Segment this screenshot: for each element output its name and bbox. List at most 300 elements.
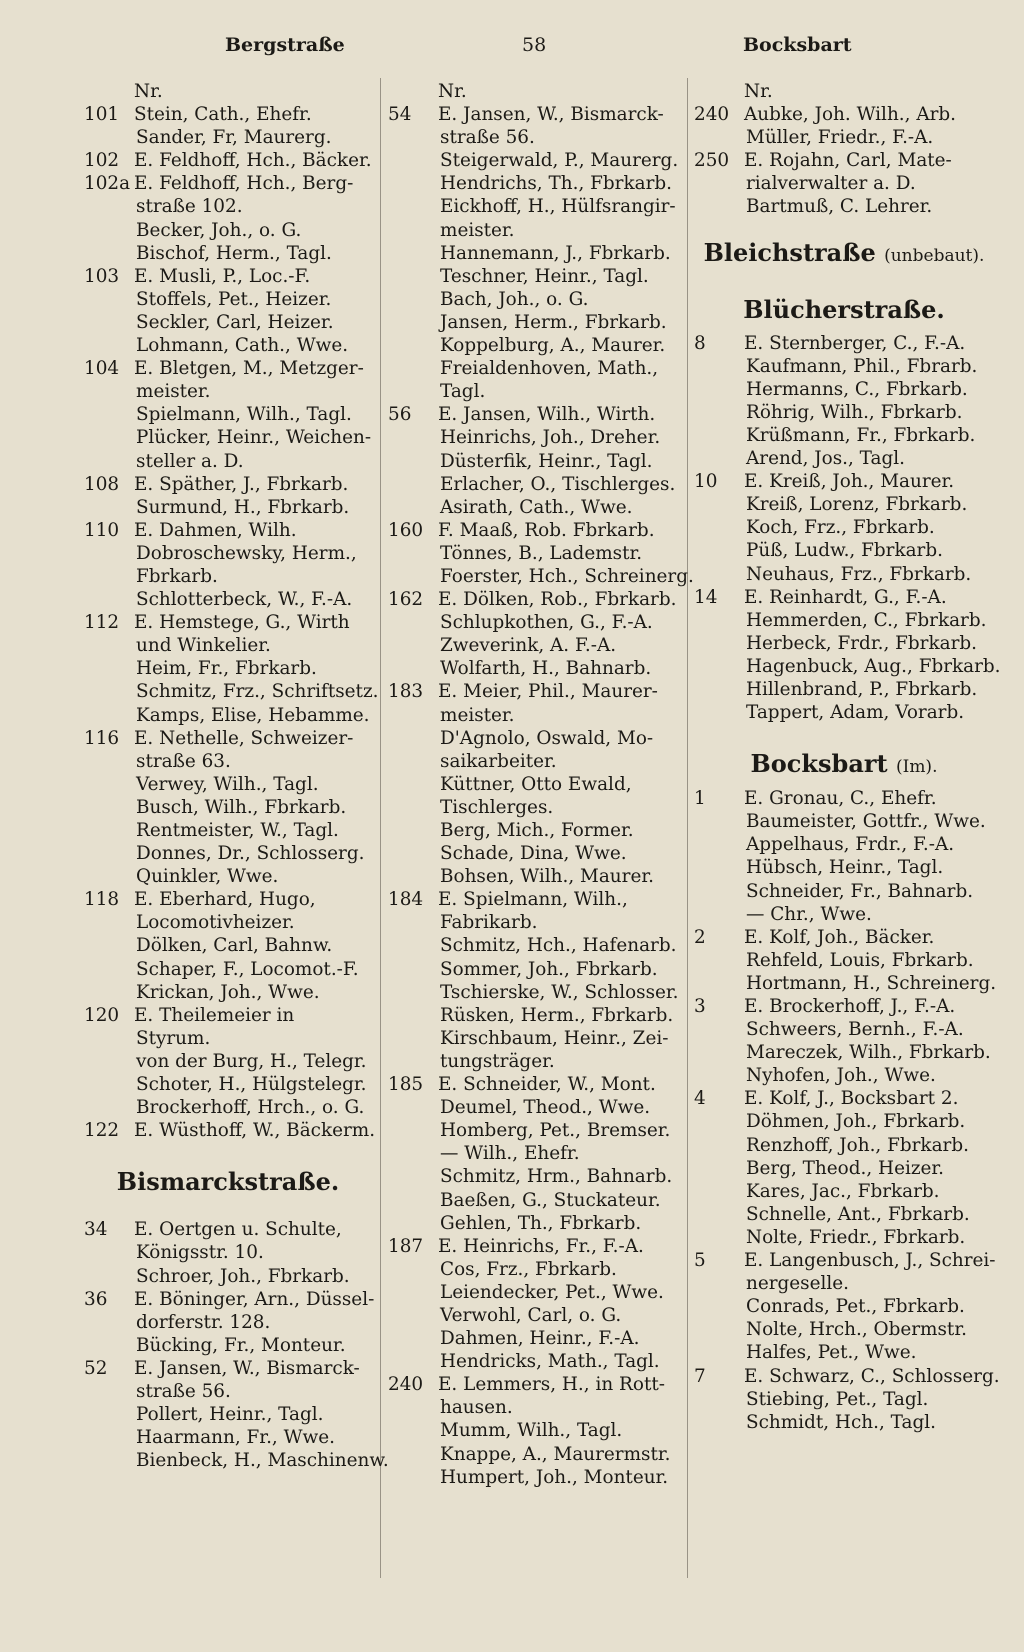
- house-number: 8: [694, 332, 706, 354]
- resident-line: [388, 1304, 680, 1327]
- house-entry: [388, 1373, 680, 1396]
- resident-line: [694, 609, 994, 632]
- entry-text: Donnes, Dr., Schlosserg.: [136, 843, 365, 865]
- street-heading: [694, 239, 994, 270]
- entry-text: Bartmuß, C. Lehrer.: [746, 196, 933, 218]
- house-entry: [84, 519, 372, 542]
- page-number: 58: [522, 34, 547, 56]
- resident-line: [694, 833, 994, 856]
- resident-line: [84, 680, 379, 703]
- resident-line: [388, 634, 680, 657]
- house-number: 120: [84, 1004, 120, 1026]
- house-number: 7: [694, 1365, 706, 1387]
- house-entry: [84, 473, 372, 496]
- resident-line: [388, 842, 680, 865]
- entry-text: E. Kolf, Joh., Bäcker.: [744, 926, 935, 948]
- house-entry: [388, 403, 680, 426]
- resident-line: [388, 473, 680, 496]
- resident-line: [84, 311, 372, 334]
- house-entry: [694, 149, 994, 172]
- resident-line: [84, 865, 372, 888]
- entry-text: E. Meier, Phil., Maurer-: [438, 681, 658, 703]
- resident-line: [84, 657, 372, 680]
- house-number: 36: [84, 1288, 108, 1310]
- entry-text: E. Böninger, Arn., Düssel-: [134, 1288, 375, 1310]
- resident-line: [694, 539, 994, 562]
- entry-text: Kaufmann, Phil., Fbrarb.: [746, 355, 978, 377]
- resident-line: [388, 611, 680, 634]
- resident-line: [388, 311, 680, 334]
- resident-line: [388, 380, 680, 403]
- house-entry: [694, 995, 994, 1018]
- entry-text: E. Dahmen, Wilh.: [134, 519, 297, 541]
- resident-line: [84, 334, 372, 357]
- entry-text: Neuhaus, Frz., Fbrkarb.: [746, 563, 972, 585]
- house-entry: [388, 519, 680, 542]
- section-gap: [694, 270, 994, 296]
- resident-line: [388, 450, 680, 473]
- house-number: 10: [694, 471, 718, 493]
- entry-text: D'Agnolo, Oswald, Mo-: [440, 727, 654, 749]
- entry-text: Freialdenhoven, Math.,: [440, 358, 659, 380]
- resident-line: [694, 856, 994, 879]
- entry-text: E. Spielmann, Wilh.,: [438, 889, 628, 911]
- entry-text: Busch, Wilh., Fbrkarb.: [136, 796, 347, 818]
- street-heading: [84, 1168, 372, 1196]
- resident-line: [694, 1134, 994, 1157]
- resident-line: [694, 1411, 994, 1434]
- entry-text: Nolte, Friedr., Fbrkarb.: [746, 1226, 966, 1248]
- house-number: 184: [388, 889, 424, 911]
- entry-text: Rentmeister, W., Tagl.: [136, 820, 339, 841]
- entry-text: Renzhoff, Joh., Fbrkarb.: [746, 1134, 969, 1156]
- house-entry: [694, 1087, 994, 1110]
- header-left-street: Bergstraße: [225, 34, 345, 56]
- house-number: [84, 80, 134, 103]
- resident-line: [84, 195, 372, 218]
- entry-text: Tschierske, W., Schlosser.: [440, 981, 679, 1003]
- entry-text: Baumeister, Gottfr., Wwe.: [746, 811, 986, 833]
- resident-line: [388, 911, 680, 934]
- entry-text: Mumm, Wilh., Tagl.: [440, 1420, 623, 1442]
- street-name: Bocksbart: [750, 749, 888, 779]
- resident-line: [694, 903, 994, 926]
- entry-text: Haarmann, Fr., Wwe.: [136, 1427, 335, 1449]
- house-number: 2: [694, 926, 706, 948]
- entry-text: meister.: [440, 219, 515, 241]
- house-number: 54: [388, 104, 412, 126]
- house-number: 52: [84, 1357, 108, 1379]
- resident-line: [84, 496, 372, 519]
- house-number: 103: [84, 265, 120, 287]
- resident-line: [694, 493, 994, 516]
- resident-line: [388, 1165, 680, 1188]
- entry-text: Döhmen, Joh., Fbrkarb.: [746, 1111, 966, 1133]
- house-entry: [84, 1004, 372, 1027]
- resident-line: [84, 288, 372, 311]
- resident-line: [694, 880, 994, 903]
- house-number: 162: [388, 589, 424, 611]
- section-gap: [694, 219, 994, 239]
- resident-line: [388, 1350, 680, 1373]
- house-entry: [84, 172, 372, 195]
- entry-text: Bienbeck, H., Maschinenw.: [136, 1450, 389, 1472]
- resident-line: [694, 1018, 994, 1041]
- resident-line: [694, 378, 994, 401]
- entry-text: Tönnes, B., Lademstr.: [440, 542, 643, 564]
- entry-text: Eickhoff, H., Hülfsrangir-: [440, 196, 676, 218]
- section-gap: [694, 324, 994, 332]
- house-entry: [84, 888, 372, 911]
- entry-text: Kares, Jac., Fbrkarb.: [746, 1180, 940, 1202]
- resident-line: [84, 911, 372, 934]
- entry-text: Surmund, H., Fbrkarb.: [136, 496, 350, 518]
- resident-line: [84, 958, 372, 981]
- resident-line: [388, 1281, 680, 1304]
- house-number: 56: [388, 404, 412, 426]
- street-name: Blücherstraße.: [743, 294, 945, 324]
- resident-line: [388, 1396, 680, 1419]
- entry-text: Hübsch, Heinr., Tagl.: [746, 857, 944, 879]
- header-right-street: Bocksbart: [743, 34, 852, 56]
- entry-text: E. Jansen, Wilh., Wirth.: [438, 404, 656, 426]
- street-note: (unbebaut).: [884, 245, 985, 266]
- entry-text: E. Jansen, W., Bismarck-: [134, 1357, 360, 1379]
- resident-line: [388, 1419, 680, 1442]
- entry-text: Sander, Fr, Maurerg.: [136, 127, 332, 149]
- entry-text: Hortmann, H., Schreinerg.: [746, 972, 997, 994]
- entry-text: Koppelburg, A., Maurer.: [440, 335, 666, 357]
- house-number: [694, 80, 744, 103]
- entry-text: Rehfeld, Louis, Fbrkarb.: [746, 949, 974, 971]
- resident-line: [694, 1110, 994, 1133]
- entry-text: Berg, Theod., Heizer.: [746, 1157, 945, 1179]
- resident-line: [388, 1466, 680, 1489]
- resident-line: [694, 563, 994, 586]
- resident-line: [388, 727, 680, 750]
- house-number: 250: [694, 150, 730, 172]
- entry-text: Hendricks, Math., Tagl.: [440, 1351, 660, 1373]
- entry-text: Homberg, Pet., Bremser.: [440, 1120, 671, 1142]
- house-entry: [694, 1249, 994, 1272]
- column-divider: [380, 78, 381, 1578]
- entry-text: Plücker, Heinr., Weichen-: [136, 427, 372, 449]
- entry-text: Gehlen, Th., Fbrkarb.: [440, 1212, 642, 1234]
- entry-text: Hillenbrand, P., Fbrkarb.: [746, 678, 978, 700]
- house-entry: [84, 727, 372, 750]
- resident-line: [388, 657, 680, 680]
- entry-text: Seckler, Carl, Heizer.: [136, 311, 334, 333]
- column-3: [694, 80, 1001, 1434]
- resident-line: [694, 655, 1001, 678]
- house-entry: [84, 357, 372, 380]
- entry-text: Kirschbaum, Heinr., Zei-: [440, 1027, 669, 1049]
- entry-text: Herbeck, Frdr., Fbrkarb.: [746, 632, 977, 654]
- entry-text: E. Langenbusch, J., Schrei-: [744, 1250, 996, 1272]
- entry-text: Nr.: [744, 81, 773, 102]
- resident-line: [388, 172, 680, 195]
- entry-text: Röhrig, Wilh., Fbrkarb.: [746, 401, 963, 423]
- entry-text: Schmitz, Frz., Schriftsetz.: [136, 681, 379, 703]
- resident-line: [388, 195, 680, 218]
- resident-line: [694, 1341, 994, 1364]
- entry-text: E. Reinhardt, G., F.-A.: [744, 586, 947, 608]
- entry-text: Quinkler, Wwe.: [136, 866, 279, 888]
- entry-text: Tappert, Adam, Vorarb.: [746, 702, 965, 724]
- entry-text: Schroer, Joh., Fbrkarb.: [136, 1265, 350, 1287]
- house-number: 240: [694, 104, 730, 126]
- entry-text: E. Eberhard, Hugo,: [134, 889, 316, 911]
- entry-text: Halfes, Pet., Wwe.: [746, 1342, 917, 1364]
- entry-text: Schoter, H., Hülgstelegr.: [136, 1074, 367, 1096]
- entry-text: straße 56.: [440, 127, 535, 149]
- entry-text: Locomotivheizer.: [136, 912, 295, 934]
- resident-line: [694, 126, 994, 149]
- resident-line: [694, 1157, 994, 1180]
- entry-text: Schmidt, Hch., Tagl.: [746, 1411, 936, 1433]
- entry-text: Schlupkothen, G., F.-A.: [440, 612, 653, 634]
- entry-text: E. Schneider, W., Mont.: [438, 1074, 656, 1096]
- entry-text: E. Feldhoff, Hch., Berg-: [134, 173, 354, 195]
- entry-text: Hannemann, J., Fbrkarb.: [440, 242, 671, 264]
- house-entry: [84, 80, 372, 103]
- street-note: (Im).: [895, 757, 938, 778]
- resident-line: [388, 704, 680, 727]
- entry-text: Bücking, Fr., Monteur.: [136, 1334, 346, 1356]
- house-entry: [694, 586, 994, 609]
- house-number: 101: [84, 104, 120, 126]
- resident-line: [694, 678, 994, 701]
- house-entry: [388, 888, 680, 911]
- entry-text: Fabrikarb.: [440, 912, 538, 934]
- resident-line: [388, 773, 680, 796]
- entry-text: Cos, Frz., Fbrkarb.: [440, 1258, 617, 1280]
- section-gap: [84, 1196, 372, 1218]
- entry-text: Verwey, Wilh., Tagl.: [136, 773, 319, 795]
- resident-line: [694, 195, 994, 218]
- resident-line: [84, 1027, 372, 1050]
- resident-line: [388, 819, 680, 842]
- resident-line: [84, 126, 372, 149]
- resident-line: [388, 981, 680, 1004]
- house-number: 34: [84, 1219, 108, 1241]
- entry-text: Appelhaus, Frdr., F.-A.: [746, 834, 955, 856]
- section-gap: [84, 1142, 372, 1168]
- entry-text: Nr.: [134, 81, 163, 102]
- entry-text: Tagl.: [440, 381, 486, 403]
- resident-line: [84, 1050, 372, 1073]
- resident-line: [388, 334, 680, 357]
- entry-text: E. Kolf, J., Bocksbart 2.: [744, 1088, 959, 1110]
- resident-line: [694, 701, 994, 724]
- entry-text: Spielmann, Wilh., Tagl.: [136, 404, 352, 426]
- street-heading: [694, 750, 994, 781]
- resident-line: [388, 357, 680, 380]
- house-number: 112: [84, 612, 120, 634]
- street-name: Bleichstraße: [703, 237, 876, 267]
- entry-text: E. Bletgen, M., Metzger-: [134, 358, 364, 380]
- entry-text: rialverwalter a. D.: [746, 173, 916, 195]
- entry-text: Küttner, Otto Ewald,: [440, 773, 632, 795]
- resident-line: [388, 496, 680, 519]
- resident-line: [84, 542, 372, 565]
- entry-text: Nyhofen, Joh., Wwe.: [746, 1065, 936, 1087]
- house-entry: [84, 1288, 375, 1311]
- house-number: 187: [388, 1235, 424, 1257]
- resident-line: [84, 1403, 372, 1426]
- entry-text: Nr.: [438, 81, 467, 102]
- entry-text: Brockerhoff, Hrch., o. G.: [136, 1097, 365, 1119]
- resident-line: [84, 403, 372, 426]
- entry-text: Styrum.: [136, 1027, 211, 1049]
- section-gap: [694, 724, 994, 750]
- entry-text: Zweverink, A. F.-A.: [440, 635, 617, 657]
- entry-text: Dahmen, Heinr., F.-A.: [440, 1328, 640, 1350]
- house-entry: [694, 926, 994, 949]
- entry-text: Erlacher, O., Tischlerges.: [440, 473, 676, 495]
- entry-text: E. Heinrichs, Fr., F.-A.: [438, 1235, 644, 1257]
- resident-line: [84, 842, 372, 865]
- resident-line: [84, 426, 372, 449]
- resident-line: [388, 1050, 680, 1073]
- resident-line: [694, 1272, 994, 1295]
- entry-text: E. Gronau, C., Ehefr.: [744, 788, 937, 810]
- entry-text: nergeselle.: [746, 1273, 849, 1295]
- resident-line: [388, 1327, 680, 1350]
- resident-line: [388, 1004, 680, 1027]
- resident-line: [388, 1119, 680, 1142]
- entry-text: E. Feldhoff, Hch., Bäcker.: [134, 150, 372, 172]
- entry-text: von der Burg, H., Telegr.: [136, 1050, 367, 1072]
- resident-line: [694, 810, 994, 833]
- house-number: 3: [694, 996, 706, 1017]
- resident-line: [84, 796, 372, 819]
- resident-line: [388, 958, 680, 981]
- entry-text: Stein, Cath., Ehefr.: [134, 104, 312, 126]
- resident-line: [84, 219, 372, 242]
- entry-text: steller a. D.: [136, 450, 244, 472]
- entry-text: Pollert, Heinr., Tagl.: [136, 1404, 324, 1426]
- entry-text: Kreiß, Lorenz, Fbrkarb.: [746, 494, 968, 516]
- house-number: 1: [694, 788, 706, 810]
- resident-line: [84, 981, 372, 1004]
- house-number: 104: [84, 358, 120, 380]
- resident-line: [388, 565, 694, 588]
- house-number: 183: [388, 681, 424, 703]
- house-number: 108: [84, 473, 120, 495]
- entry-text: Jansen, Herm., Fbrkarb.: [440, 311, 667, 333]
- entry-text: meister.: [440, 704, 515, 726]
- street-heading: [694, 296, 994, 324]
- house-entry: [84, 1218, 372, 1241]
- house-entry: [84, 1119, 376, 1142]
- entry-text: — Wilh., Ehefr.: [440, 1143, 580, 1165]
- resident-line: [694, 1064, 994, 1087]
- entry-text: Baeßen, G., Stuckateur.: [440, 1189, 661, 1211]
- resident-line: [388, 1258, 680, 1281]
- house-entry: [388, 1073, 680, 1096]
- resident-line: [388, 1212, 680, 1235]
- entry-text: Aubke, Joh. Wilh., Arb.: [744, 104, 957, 126]
- entry-text: E. Hemstege, G., Wirth: [134, 612, 350, 634]
- entry-text: E. Jansen, W., Bismarck-: [438, 104, 664, 126]
- entry-text: E. Rojahn, Carl, Mate-: [744, 150, 952, 172]
- house-number: [388, 80, 438, 103]
- resident-line: [84, 1426, 372, 1449]
- resident-line: [388, 126, 680, 149]
- resident-line: [388, 542, 680, 565]
- entry-text: Arend, Jos., Tagl.: [746, 448, 905, 470]
- entry-text: Conrads, Pet., Fbrkarb.: [746, 1296, 965, 1318]
- resident-line: [84, 1241, 372, 1264]
- entry-text: straße 63.: [136, 750, 231, 772]
- entry-text: Schlotterbeck, W., F.-A.: [136, 589, 353, 611]
- resident-line: [388, 865, 680, 888]
- house-entry: [694, 470, 994, 493]
- house-entry: [84, 265, 372, 288]
- entry-text: Rüsken, Herm., Fbrkarb.: [440, 1004, 674, 1026]
- resident-line: [388, 796, 680, 819]
- resident-line: [84, 450, 372, 473]
- entry-text: Heinrichs, Joh., Dreher.: [440, 427, 661, 449]
- entry-text: Krüßmann, Fr., Fbrkarb.: [746, 424, 976, 446]
- entry-text: E. Wüsthoff, W., Bäckerm.: [134, 1120, 376, 1142]
- entry-text: Dölken, Carl, Bahnw.: [136, 935, 333, 957]
- house-number: 160: [388, 519, 424, 541]
- entry-text: Teschner, Heinr., Tagl.: [440, 265, 649, 287]
- house-number: 4: [694, 1088, 706, 1110]
- house-entry: [694, 1365, 1000, 1388]
- entry-text: Steigerwald, P., Maurerg.: [440, 150, 679, 172]
- entry-text: straße 102.: [136, 196, 243, 218]
- entry-text: Lohmann, Cath., Wwe.: [136, 335, 349, 357]
- entry-text: Bohsen, Wilh., Maurer.: [440, 866, 654, 888]
- entry-text: Stoffels, Pet., Heizer.: [136, 288, 332, 310]
- entry-text: Schade, Dina, Wwe.: [440, 843, 627, 865]
- resident-line: [84, 1096, 372, 1119]
- house-entry: [84, 611, 372, 634]
- house-entry: [388, 103, 680, 126]
- resident-line: [84, 750, 372, 773]
- entry-text: Hendrichs, Th., Fbrkarb.: [440, 173, 672, 195]
- resident-line: [388, 750, 680, 773]
- entry-text: Hagenbuck, Aug., Fbrkarb.: [746, 655, 1001, 677]
- resident-line: [84, 773, 372, 796]
- resident-line: [84, 380, 372, 403]
- resident-line: [388, 1142, 680, 1165]
- entry-text: E. Lemmers, H., in Rott-: [438, 1374, 665, 1396]
- entry-text: Becker, Joh., o. G.: [136, 219, 302, 241]
- house-entry: [84, 149, 372, 172]
- entry-text: Kamps, Elise, Hebamme.: [136, 704, 370, 726]
- entry-text: Mareczek, Wilh., Fbrkarb.: [746, 1042, 991, 1064]
- house-number: 116: [84, 727, 120, 749]
- entry-text: E. Theilemeier in: [134, 1004, 295, 1026]
- entry-text: E. Schwarz, C., Schlosserg.: [744, 1365, 1000, 1387]
- entry-text: Sommer, Joh., Fbrkarb.: [440, 958, 658, 980]
- resident-line: [694, 1318, 994, 1341]
- resident-line: [694, 1203, 994, 1226]
- entry-text: Fbrkarb.: [136, 565, 218, 587]
- entry-text: Nolte, Hrch., Obermstr.: [746, 1319, 967, 1341]
- house-number: 110: [84, 519, 120, 541]
- resident-line: [694, 632, 994, 655]
- column-1: [84, 80, 389, 1472]
- entry-text: Foerster, Hch., Schreinerg.: [440, 565, 694, 587]
- entry-text: E. Brockerhoff, J., F.-A.: [744, 996, 956, 1017]
- column-divider: [687, 78, 688, 1578]
- entry-text: saikarbeiter.: [440, 750, 557, 772]
